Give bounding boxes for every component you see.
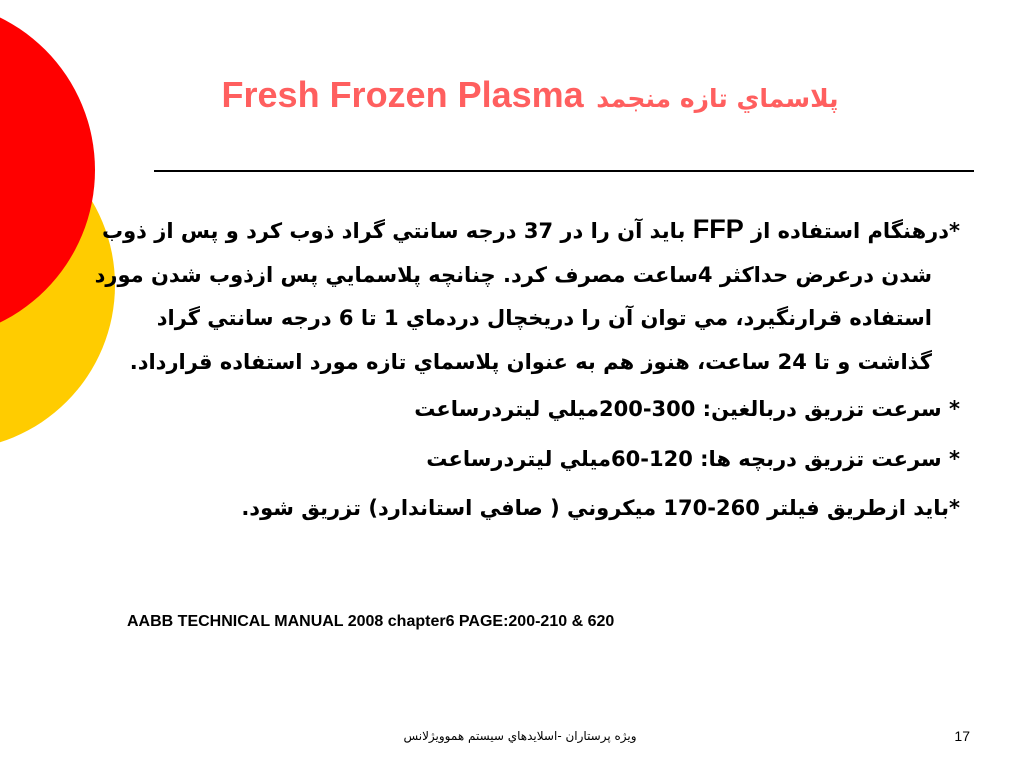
title-divider: [154, 170, 974, 172]
paragraph-ffp-thawing: [90, 208, 960, 384]
bullet-filter: *بايد ازطريق فيلتر 260-170 ميكروني ( صافي استاندارد) تزريق شود.: [241, 496, 960, 520]
page-number: 17: [954, 728, 970, 744]
slide-title: [160, 70, 900, 124]
paragraph-intro: *درهنگام استفاده از: [743, 219, 960, 243]
reference-citation: AABB TECHNICAL MANUAL 2008 chapter6 PAGE:200-210 & 620: [127, 613, 615, 630]
title-english: Fresh Frozen Plasma: [221, 74, 584, 115]
bullet-adult-rate: * سرعت تزريق دربالغين: 300-200ميلي ليتردرساعت: [414, 397, 960, 421]
slide-body: [90, 208, 960, 531]
bullet-child-rate: * سرعت تزريق دربچه ها: 120-60ميلي ليتردرساعت: [426, 446, 960, 471]
title-persian: پلاسماي تازه منجمد: [596, 84, 839, 113]
ffp-term: FFP: [692, 214, 744, 244]
footer-text: ويژه پرستاران -اسلايدهاي سيستم هموويژلانس: [403, 729, 637, 743]
paragraph-rest: بايد آن را در 37 درجه سانتي گراد ذوب كرد و پس از ذوب شدن درعرض حداكثر 4ساعت مصرف كرد. چنانچه پلاسمايي پس ازذوب شدن مورد استفاده قرارنگيرد، مي توان آن را دريخچال دردماي 1 تا 6 درجه سانتي گراد گذاشت و تا 24 ساعت، هنوز هم به عنوان پلاسماي تازه مورد استفاده قرارداد.: [94, 219, 932, 374]
